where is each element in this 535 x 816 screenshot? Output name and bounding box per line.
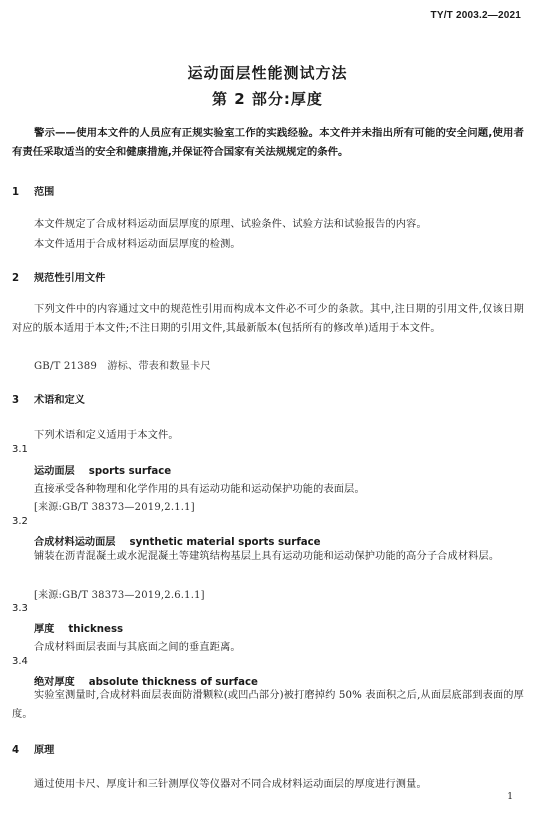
section-title: 范围 xyxy=(34,187,55,198)
paragraph: 下列文件中的内容通过文中的规范性引用而构成本文件必不可少的条款。其中,注日期的引用文件,仅该日期对应的版本适用于本文件;不注日期的引用文件,其最新版本(包括所有的修改单)适用于本文件。 xyxy=(12,304,524,334)
term-chinese: 运动面层 xyxy=(34,466,75,477)
term-definition: 铺装在沥青混凝土或水泥混凝土等建筑结构基层上具有运动功能和运动保护功能的高分子合成材料层。 xyxy=(34,551,500,562)
section-heading-principle xyxy=(12,741,54,756)
section-title: 原理 xyxy=(34,745,55,756)
paragraph: 下列术语和定义适用于本文件。 xyxy=(34,430,179,441)
section-heading-scope xyxy=(12,183,54,198)
document-title: 运动面层性能测试方法 xyxy=(187,64,348,82)
term-definition: 直接承受各种物理和化学作用的具有运动功能和运动保护功能的表面层。 xyxy=(34,484,365,495)
term-definition: 合成材料面层表面与其底面之间的垂直距离。 xyxy=(34,642,241,653)
section-number: 3 xyxy=(12,395,20,406)
clause-number: 3.1 xyxy=(12,444,28,455)
paragraph: 通过使用卡尺、厚度计和三针测厚仪等仪器对不同合成材料运动面层的厚度进行测量。 xyxy=(34,779,427,790)
reference-item: GB/T 21389 游标、带表和数显卡尺 xyxy=(34,361,211,372)
page-number: 1 xyxy=(507,792,513,802)
section-number: 1 xyxy=(12,187,20,198)
term-english: absolute thickness of surface xyxy=(88,677,258,688)
term-chinese: 厚度 xyxy=(34,624,55,635)
warning-paragraph: 警示——使用本文件的人员应有正规实验室工作的实践经验。本文件并未指出所有可能的安全问题,使用者有责任采取适当的安全和健康措施,并保证符合国家有关法规规定的条件。 xyxy=(12,127,524,158)
term-english: sports surface xyxy=(88,466,172,477)
term-definition: 实验室测量时,合成材料面层表面防滑颗粒(或凹凸部分)被打磨掉约 50% 表面积之后,从面层底部到表面的厚度。 xyxy=(12,690,524,720)
section-number: 2 xyxy=(12,273,20,284)
section-heading-normative-references xyxy=(12,269,105,284)
document-subtitle: 第 2 部分:厚度 xyxy=(212,90,323,108)
standard-code: TY/T 2003.2—2021 xyxy=(430,10,521,21)
term-chinese: 绝对厚度 xyxy=(34,677,75,688)
term-source: [来源:GB/T 38373—2019,2.1.1] xyxy=(34,502,195,513)
term-heading xyxy=(34,620,123,635)
term-heading xyxy=(34,462,171,477)
paragraph: 本文件适用于合成材料运动面层厚度的检测。 xyxy=(34,239,241,250)
term-heading xyxy=(34,533,321,548)
section-title: 规范性引用文件 xyxy=(34,273,106,284)
clause-number: 3.2 xyxy=(12,516,28,527)
term-english: synthetic material sports surface xyxy=(129,537,321,548)
clause-number: 3.3 xyxy=(12,603,28,614)
term-english: thickness xyxy=(68,624,124,635)
term-source: [来源:GB/T 38373—2019,2.6.1.1] xyxy=(34,590,205,601)
paragraph: 本文件规定了合成材料运动面层厚度的原理、试验条件、试验方法和试验报告的内容。 xyxy=(34,219,427,230)
clause-number: 3.4 xyxy=(12,656,28,667)
section-number: 4 xyxy=(12,745,20,756)
term-chinese: 合成材料运动面层 xyxy=(34,537,116,548)
section-heading-terms xyxy=(12,391,85,406)
section-title: 术语和定义 xyxy=(34,395,85,406)
